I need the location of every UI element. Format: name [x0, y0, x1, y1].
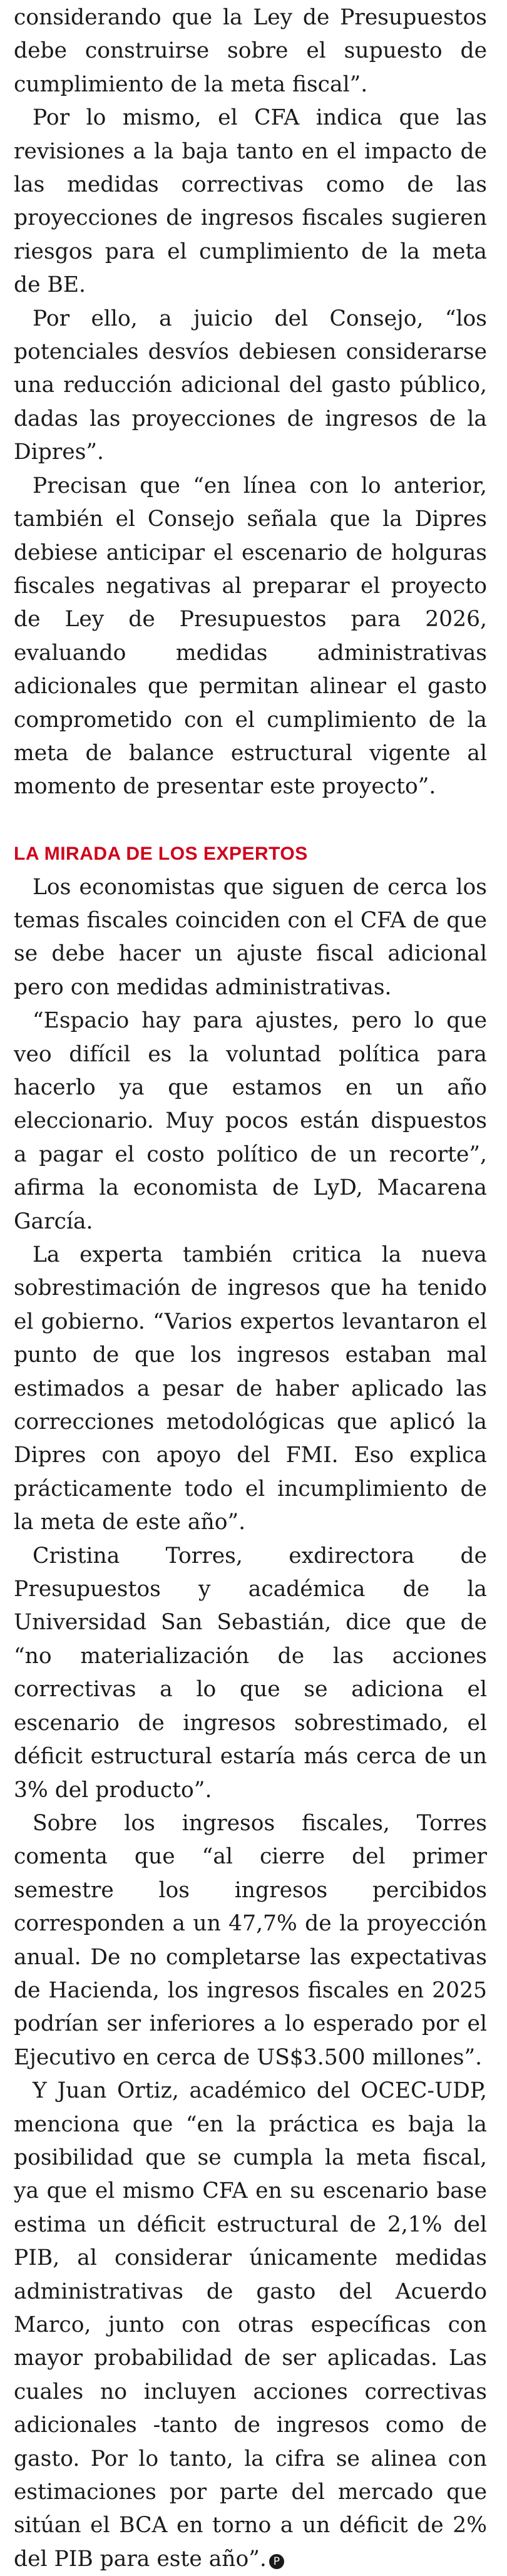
- article-body: [14, 1, 487, 2576]
- article-paragraph: Precisan que “en línea con lo anterior, también el Consejo señala que la Dipres debiese anticipar el escenario de holguras fiscales negativas al preparar el proyecto de Ley de Presupuestos para 2026, evaluando medidas administrativas adicionales que permitan alinear el gasto comprometido con el cumplimiento de la meta de balance estructural vigente al momento de presentar este proyecto”.: [14, 473, 487, 800]
- article-paragraph-last: [14, 2074, 487, 2576]
- section-heading: LA MIRADA DE LOS EXPERTOS: [14, 843, 308, 865]
- article-paragraph: considerando que la Ley de Presupuestos debe construirse sobre el supuesto de cumplimiento de la meta fiscal”.: [14, 5, 487, 97]
- article-paragraph: Cristina Torres, exdirectora de Presupuestos y académica de la Universidad San Sebastián, dice que de “no materialización de las acciones correctivas a lo que se adiciona el escenario de ingresos sobrestimado, el déficit estructural estaría más cerca de un 3% del producto”.: [14, 1543, 487, 1803]
- article-paragraph-text: Y Juan Ortiz, académico del OCEC-UDP, menciona que “en la práctica es baja la posibilidad que se cumpla la meta fiscal, ya que el mismo CFA en su escenario base estima un déficit estructural de 2,1% del PIB, al considerar únicamente medidas administrativas de gasto del Acuerdo Marco, junto con otras específicas con mayor probabilidad de ser aplicadas. Las cuales no incluyen acciones correctivas adicionales -tanto de ingresos como de gasto. Por lo tanto, la cifra se alinea con estimaciones por parte del mercado que sitúan el BCA en torno a un déficit de 2% del PIB para este año”.: [14, 2078, 487, 2572]
- article-paragraph: “Espacio hay para ajustes, pero lo que veo difícil es la voluntad política para hacerlo ya que estamos en un año eleccionario. Muy pocos están dispuestos a pagar el costo político de un recorte”, afirma la economista de LyD, Macarena García.: [14, 1008, 487, 1234]
- article-paragraph: Sobre los ingresos fiscales, Torres comenta que “al cierre del primer semestre los ingresos percibidos corresponden a un 47,7% de la proyección anual. De no completarse las expectativas de Hacienda, los ingresos fiscales en 2025 podrían ser inferiores a lo esperado por el Ejecutivo en cerca de US$3.500 millones”.: [14, 1810, 487, 2070]
- article-paragraph: Los economistas que siguen de cerca los temas fiscales coinciden con el CFA de que se debe hacer un ajuste fiscal adicional pero con medidas administrativas.: [14, 874, 487, 1000]
- article-paragraph: Por lo mismo, el CFA indica que las revisiones a la baja tanto en el impacto de las medidas correctivas como de las proyecciones de ingresos fiscales sugieren riesgos para el cumplimiento de la meta de BE.: [14, 105, 487, 298]
- section-spacer: [14, 804, 487, 837]
- article-paragraph: La experta también critica la nueva sobrestimación de ingresos que ha tenido el gobierno. “Varios expertos levantaron el punto de que los ingresos estaban mal estimados a pesar de haber aplicado las correcciones metodológicas que aplicó la Dipres con apoyo del FMI. Eso explica prácticamente todo el incumplimiento de la meta de este año”.: [14, 1242, 487, 1535]
- article-paragraph: Por ello, a juicio del Consejo, “los potenciales desvíos debiesen considerarse una reducción adicional del gasto público, dadas las proyecciones de ingresos de la Dipres”.: [14, 306, 487, 465]
- publication-end-mark-icon: P: [269, 2554, 284, 2569]
